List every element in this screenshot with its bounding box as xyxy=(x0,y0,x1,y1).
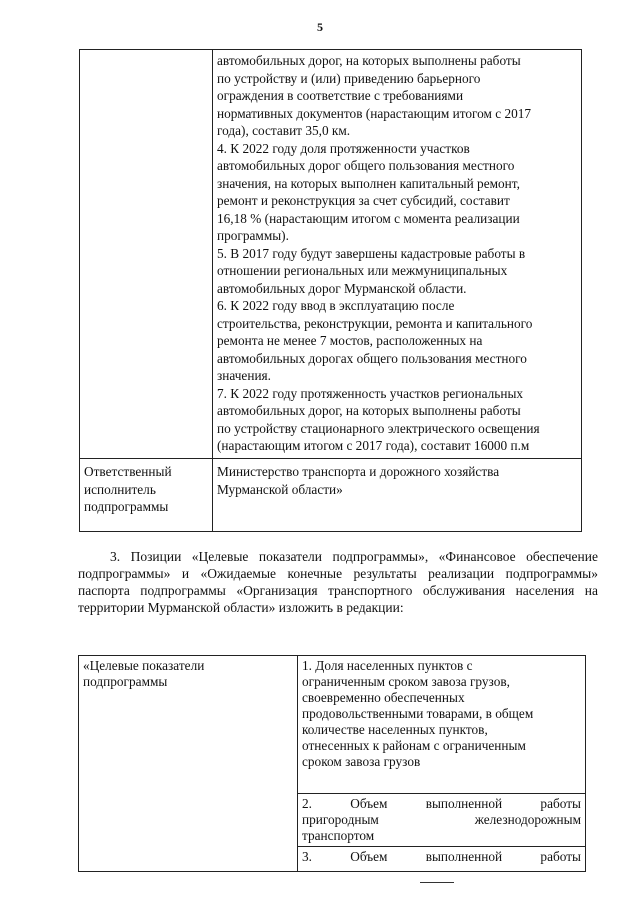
word: Объем xyxy=(350,796,388,811)
text-line: 7. К 2022 году протяженность участков региональных xyxy=(217,385,524,401)
paragraph-text: 3. Позиции «Целевые показатели подпрограммы», «Финансовое обеспечение подпрограммы» и «Ожидаемые конечные результаты реализации подпрограммы» паспорта подпрограммы «Организация транспортного обслуживания населения на территории Мурманской области» изложить в редакции: xyxy=(78,549,598,615)
justified-line xyxy=(302,849,581,865)
justified-line xyxy=(302,812,581,828)
text-line: Мурманской области» xyxy=(217,481,343,497)
word: выполненной xyxy=(425,796,503,811)
text-line: подпрограммы xyxy=(84,499,169,514)
text-line: Ответственный xyxy=(84,464,172,479)
text-line: транспортом xyxy=(302,828,375,843)
text-line: по устройству и (или) приведению барьерного xyxy=(217,70,481,86)
text-line: по устройству стационарного электрического освещения xyxy=(217,420,540,436)
passport-table-lower xyxy=(78,655,586,872)
table-row xyxy=(80,459,582,532)
footer-rule xyxy=(420,882,454,883)
text-line: нормативных документов (нарастающим итогом с 2017 xyxy=(217,105,532,121)
targets-label-cell xyxy=(79,656,298,872)
target-item-3 xyxy=(298,847,586,872)
text-line: автомобильных дорог, на которых выполнены работы xyxy=(217,53,521,68)
responsible-value-cell xyxy=(213,459,582,532)
text-line: подпрограммы xyxy=(83,674,168,689)
text-line: отнесенных к районам с ограниченным xyxy=(302,738,526,753)
text-line: отношении региональных или межмуниципальных xyxy=(217,263,508,278)
text-line: значения, на которых выполнен капитальный ремонт, xyxy=(217,175,520,191)
amendment-paragraph xyxy=(78,548,598,616)
word: пригородным xyxy=(302,812,379,827)
text-line: 5. В 2017 году будут завершены кадастровые работы в xyxy=(217,245,526,261)
text-line: 6. К 2022 году ввод в эксплуатацию после xyxy=(217,298,455,313)
text-line: (нарастающим итогом с 2017 года), составит 16000 п.м xyxy=(217,438,530,453)
target-item-1 xyxy=(298,656,586,794)
text-line: сроком завоза грузов xyxy=(302,754,421,769)
justified-line xyxy=(302,796,581,812)
text-line: своевременно обеспеченных xyxy=(302,690,465,705)
table-row xyxy=(79,656,586,794)
text-line: исполнитель xyxy=(84,481,156,497)
word: Объем xyxy=(350,849,388,864)
word: 2. xyxy=(302,796,312,811)
text-line: ограниченным сроком завоза грузов, xyxy=(302,674,510,689)
text-line: значения. xyxy=(217,368,271,383)
text-line: 1. Доля населенных пунктов с xyxy=(302,658,473,673)
passport-table-upper xyxy=(79,49,582,532)
text-line: ремонт и реконструкция за счет субсидий, составит xyxy=(217,193,510,208)
empty-label-cell xyxy=(80,50,213,459)
word: 3. xyxy=(302,849,312,864)
text-line: строительства, реконструкции, ремонта и капитального xyxy=(217,315,533,331)
text-line: ремонта не менее 7 мостов, расположенных на xyxy=(217,333,483,348)
responsible-label-cell xyxy=(80,459,213,532)
text-line: Министерство транспорта и дорожного хозяйства xyxy=(217,464,500,479)
text-line: количестве населенных пунктов, xyxy=(302,722,488,737)
text-line: автомобильных дорогах общего пользования местного xyxy=(217,350,527,366)
text-line: 16,18 % (нарастающим итогом с момента реализации xyxy=(217,210,520,226)
text-line: программы). xyxy=(217,228,289,243)
text-line: продовольственными товарами, в общем xyxy=(302,706,534,721)
page-number: 5 xyxy=(317,20,323,34)
word: железнодорожным xyxy=(474,812,581,827)
target-item-2 xyxy=(298,794,586,847)
text-line: «Целевые показатели xyxy=(83,658,205,673)
text-line: года), составит 35,0 км. xyxy=(217,123,351,138)
word: работы xyxy=(540,796,581,811)
word: выполненной xyxy=(425,849,503,864)
text-line: автомобильных дорог общего пользования местного xyxy=(217,158,515,173)
text-line: автомобильных дорог Мурманской области. xyxy=(217,280,467,296)
results-cell xyxy=(213,50,582,459)
text-line: ограждения в соответствие с требованиями xyxy=(217,88,464,103)
text-line: 4. К 2022 году доля протяженности участков xyxy=(217,140,470,156)
word: работы xyxy=(540,849,581,864)
table-row xyxy=(80,50,582,459)
text-line: автомобильных дорог, на которых выполнены работы xyxy=(217,403,521,418)
